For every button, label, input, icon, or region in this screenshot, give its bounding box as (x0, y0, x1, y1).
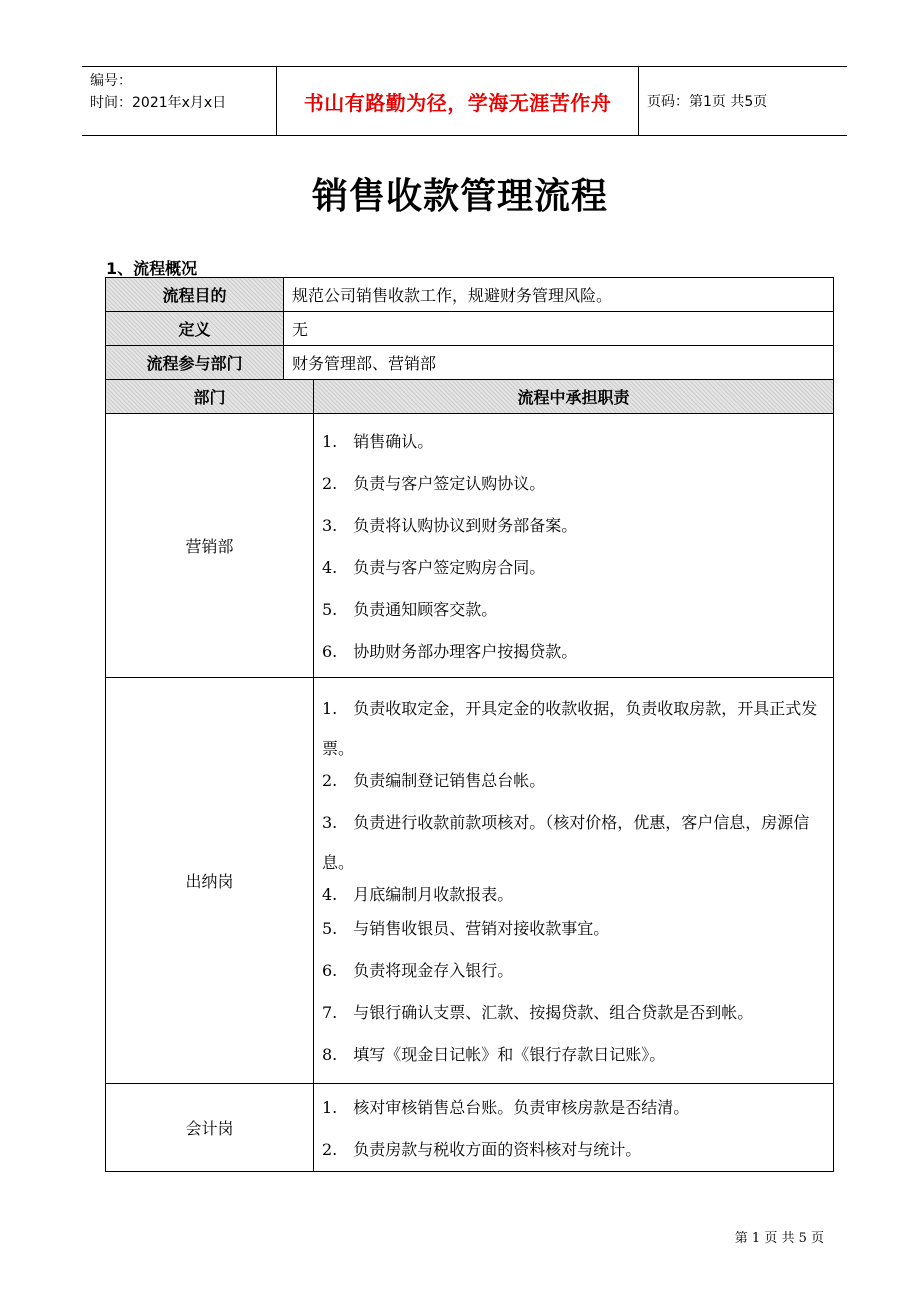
overview-value: 无 (284, 312, 834, 346)
department-name: 出纳岗 (106, 678, 314, 1084)
header-page-info: 页码：第1页 共5页 (647, 94, 768, 110)
duty-item: 8. 填写《现金日记帐》和《银行存款日记账》。 (322, 1044, 666, 1064)
duty-item: 5. 负责通知顾客交款。 (322, 599, 498, 619)
duty-item: 6. 负责将现金存入银行。 (322, 960, 514, 980)
duty-item: 6. 协助财务部办理客户按揭贷款。 (322, 641, 578, 661)
overview-row (106, 312, 834, 346)
duty-item: 4. 月底编制月收款报表。 (322, 884, 514, 904)
document-title: 销售收款管理流程 (311, 176, 608, 217)
duty-item: 4. 负责与客户签定购房合同。 (322, 557, 546, 577)
overview-label: 定义 (106, 312, 284, 346)
page-footer: 第 1 页 共 5 页 (734, 1231, 824, 1246)
duty-item: 3. 负责进行收款前款项核对。（核对价格，优惠，客户信息，房源信息。 (322, 812, 810, 872)
header-motto: 书山有路勤为径，学海无涯苦作舟 (277, 67, 639, 135)
duty-item: 1. 销售确认。 (322, 431, 434, 451)
department-row (106, 678, 834, 1084)
duty-item: 2. 负责与客户签定认购协议。 (322, 473, 546, 493)
process-table (105, 277, 834, 1172)
department-row (106, 1084, 834, 1172)
department-name: 营销部 (106, 414, 314, 678)
header-meta (82, 67, 277, 135)
duty-item: 5. 与销售收银员、营销对接收款事宜。 (322, 918, 610, 938)
duty-item: 2. 负责房款与税收方面的资料核对与统计。 (322, 1139, 642, 1159)
duty-item: 1. 核对审核销售总台账。负责审核房款是否结清。 (322, 1097, 690, 1117)
section-heading: 1、流程概况 (106, 259, 198, 278)
column-header-row (106, 380, 834, 414)
duty-list (314, 678, 834, 1084)
column-header-dept: 部门 (106, 380, 314, 414)
department-name: 会计岗 (106, 1084, 314, 1172)
overview-label: 流程参与部门 (106, 346, 284, 380)
page-header (82, 66, 847, 136)
duty-item: 3. 负责将认购协议到财务部备案。 (322, 515, 578, 535)
code-label: 编号： (90, 73, 132, 89)
duty-item: 1. 负责收取定金，开具定金的收款收据，负责收取房款，开具正式发票。 (322, 698, 818, 758)
duty-list (314, 414, 834, 678)
column-header-duties: 流程中承担职责 (314, 380, 834, 414)
overview-row (106, 278, 834, 312)
overview-label: 流程目的 (106, 278, 284, 312)
duty-item: 2. 负责编制登记销售总台帐。 (322, 770, 546, 790)
overview-row (106, 346, 834, 380)
overview-value: 规范公司销售收款工作，规避财务管理风险。 (284, 278, 834, 312)
overview-value: 财务管理部、营销部 (284, 346, 834, 380)
date-label: 时间：2021年x月x日 (90, 95, 227, 111)
duty-list (314, 1084, 834, 1172)
duty-item: 7. 与银行确认支票、汇款、按揭贷款、组合贷款是否到帐。 (322, 1002, 754, 1022)
department-row (106, 414, 834, 678)
